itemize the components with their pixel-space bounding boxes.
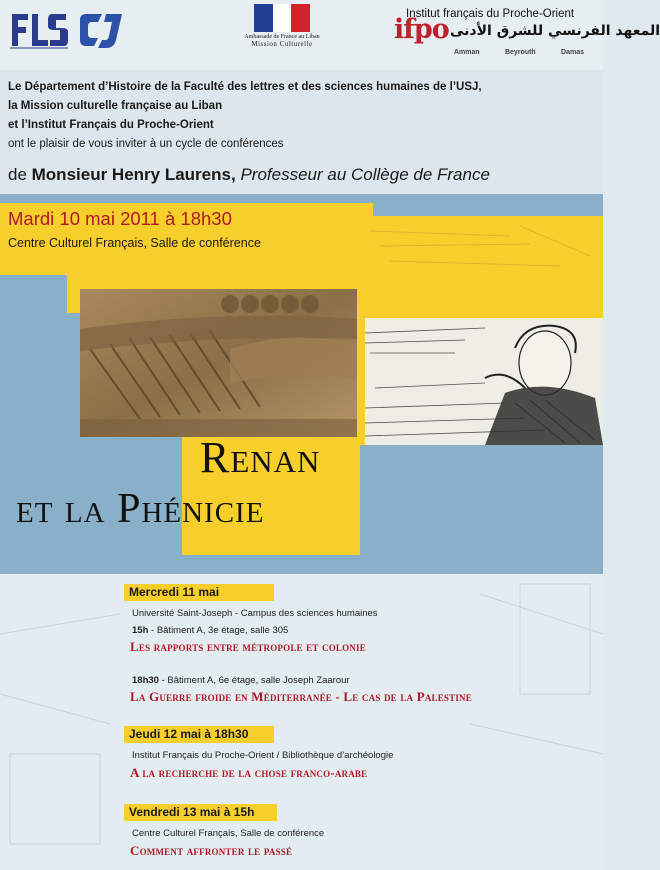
ifpo-city: Beyrouth	[504, 49, 536, 56]
talk-time-room	[132, 625, 288, 636]
ifpo-letters: ifpo	[394, 14, 449, 45]
faded-sketch-icon	[360, 216, 603, 281]
talk-title: Comment affronter le passé	[130, 843, 293, 858]
speaker	[8, 165, 490, 185]
ifpo-city: Damas	[561, 49, 584, 56]
intro	[8, 78, 598, 154]
intro-line: et l’Institut Français du Proche-Orient	[8, 119, 214, 131]
intro-line: Le Département d’Histoire de la Faculté des lettres et des sciences humaines de l’USJ,	[8, 81, 482, 93]
usj-logo-icon	[78, 8, 124, 52]
session-day-tag: Mercredi 11 mai	[124, 584, 274, 601]
embassy-line2: Mission Culturelle	[251, 40, 313, 48]
session-place: Centre Culturel Français, Salle de conférence	[132, 828, 325, 839]
fls-logo-icon	[8, 10, 70, 50]
talk-room: - Bâtiment A, 6e étage, salle Joseph Zaarour	[158, 675, 350, 686]
phoenician-relief-image	[80, 289, 357, 437]
session-day-tag: Vendredi 13 mai à 15h	[124, 804, 277, 821]
title-line2: et la Phénicie	[16, 486, 265, 532]
ifpo-title: Institut français du Proche-Orient	[406, 8, 575, 20]
ifpo-logo	[394, 6, 660, 66]
opening-date: Mardi 10 mai 2011 à 18h30	[8, 208, 232, 229]
talk-title: Les rapports entre métropole et colonie	[130, 639, 366, 654]
speaker-prefix: de	[8, 165, 32, 184]
ifpo-cities	[454, 49, 584, 56]
talk-title: La Guerre froide en Méditerranée - Le cas de la Palestine	[130, 689, 472, 704]
talk-time: 15h	[132, 625, 149, 636]
talk-room: - Bâtiment A, 3e étage, salle 305	[148, 625, 289, 636]
session-place: Institut Français du Proche-Orient / Bibliothèque d’archéologie	[132, 750, 394, 761]
intro-line: la Mission culturelle française au Liban	[8, 100, 223, 112]
renan-portrait-image	[365, 318, 603, 445]
ifpo-city: Amman	[454, 49, 480, 56]
title-line1: Renan	[200, 433, 321, 482]
opening-venue: Centre Culturel Français, Salle de conférence	[8, 236, 261, 250]
embassy-line1: Ambassade de France au Liban	[244, 34, 320, 40]
talk-title: A la recherche de la chose franco-arabe	[130, 765, 368, 780]
talk-time-room	[132, 675, 350, 686]
speaker-name: Monsieur Henry Laurens,	[31, 165, 236, 184]
session-day-tag: Jeudi 12 mai à 18h30	[124, 726, 274, 743]
yellow-block	[360, 216, 603, 281]
session-place: Université Saint-Joseph - Campus des sciences humaines	[132, 608, 378, 619]
embassy-logo	[232, 4, 332, 64]
speaker-role: Professeur au Collège de France	[240, 165, 490, 184]
talk-time: 18h30	[132, 675, 159, 686]
intro-line: ont le plaisir de vous inviter à un cycle de conférences	[8, 138, 284, 150]
ifpo-arabic: المعهد الفرنسي للشرق الأدنى	[450, 23, 660, 39]
french-flag-icon	[254, 4, 310, 32]
header	[0, 0, 660, 70]
